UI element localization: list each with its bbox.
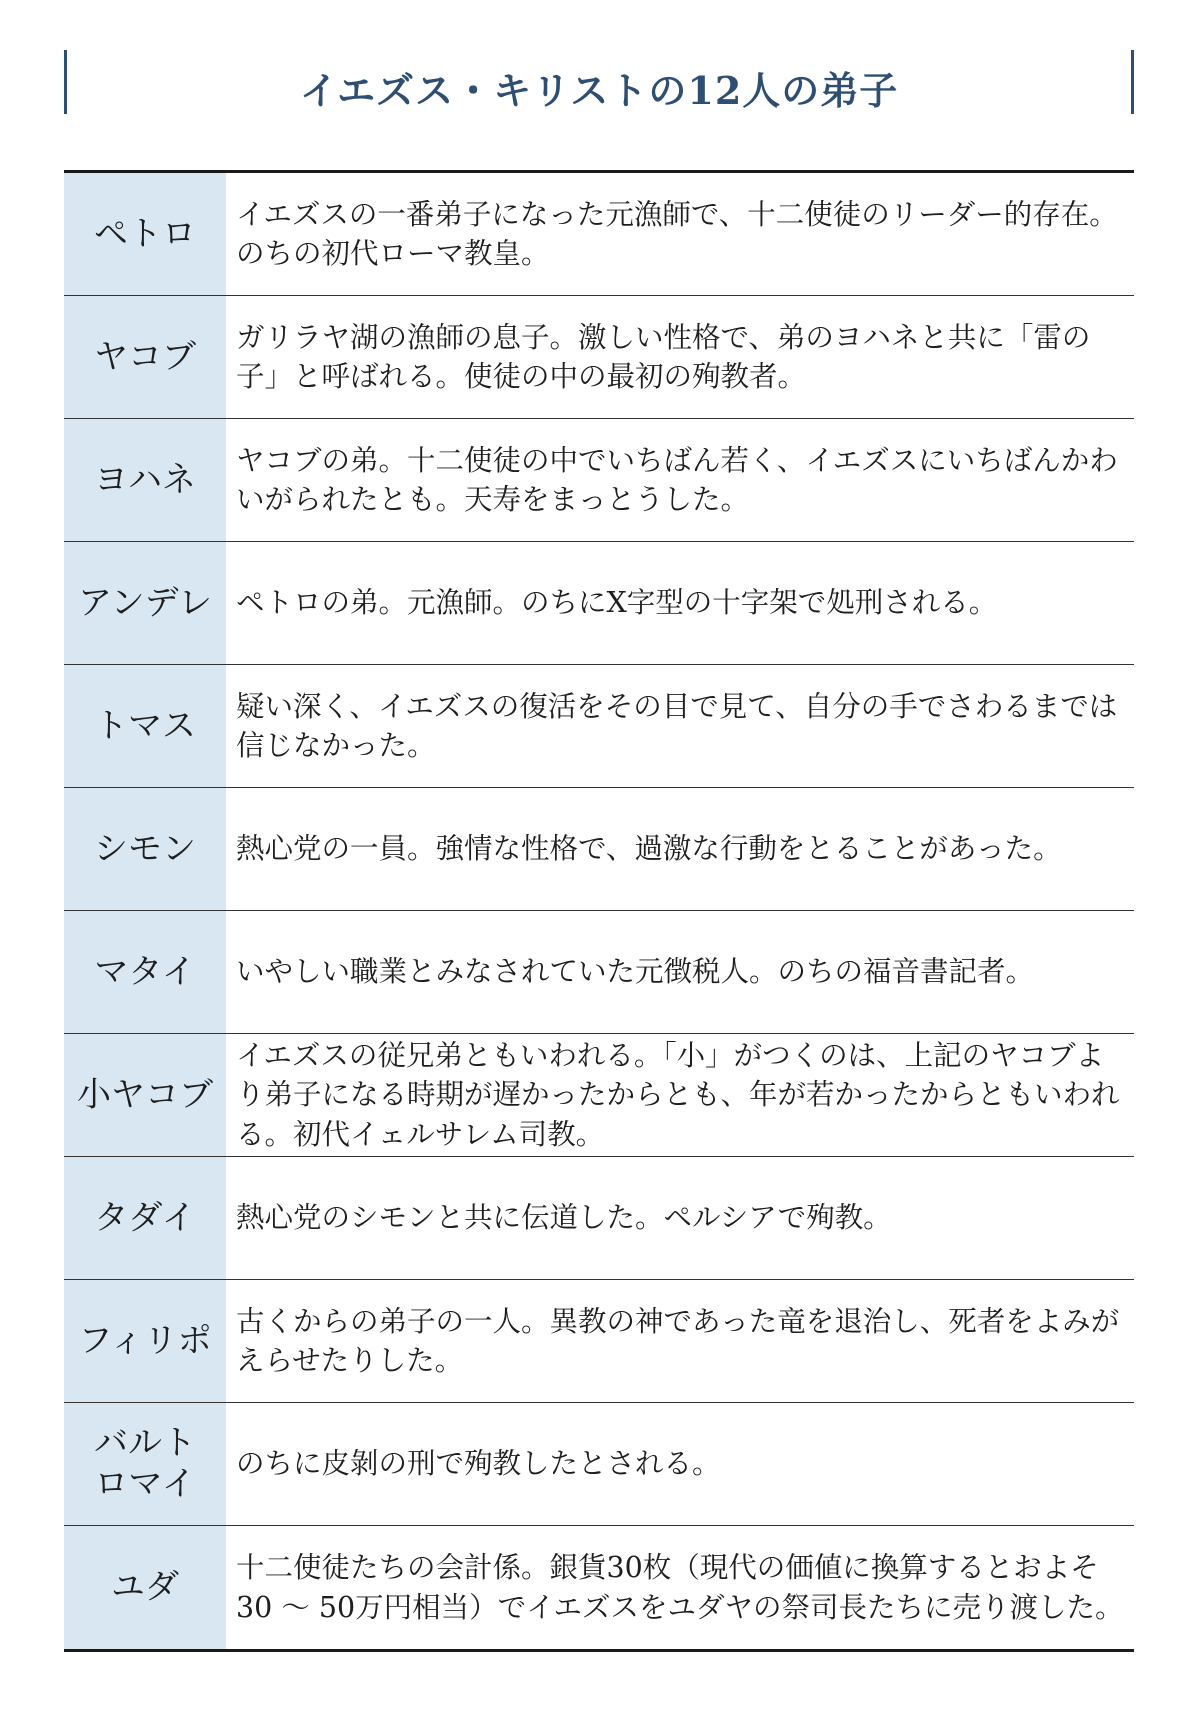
disciple-description: イエズスの一番弟子になった元漁師で、十二使徒のリーダー的存在。のちの初代ローマ教皇。 [236, 197, 1118, 270]
disciple-description: 疑い深く、イエズスの復活をその目で見て、自分の手でさわるまでは信じなかった。 [236, 689, 1118, 762]
disciple-description: ガリラヤ湖の漁師の息子。激しい性格で、弟のヨハネと共に「雷の子」と呼ばれる。使徒の中の最初の殉教者。 [236, 320, 1091, 393]
table-row [64, 1526, 1134, 1649]
table-row [64, 1280, 1134, 1403]
table-row [64, 1403, 1134, 1526]
disciple-name: シモン [64, 788, 226, 910]
table-row [64, 173, 1134, 296]
disciple-description: イエズスの従兄弟ともいわれる。「小」がつくのは、上記のヤコブより弟子になる時期が遅かったからとも、年が若かったからともいわれる。初代イェルサレム司教。 [236, 1039, 1120, 1151]
disciple-description: 古くからの弟子の一人。異教の神であった竜を退治し、死者をよみがえらせたりした。 [236, 1304, 1120, 1377]
disciple-name: タダイ [64, 1157, 226, 1279]
disciple-description: 熱心党の一員。強情な性格で、過激な行動をとることがあった。 [236, 832, 1062, 866]
disciple-description: ペトロの弟。元漁師。のちにX字型の十字架で処刑される。 [236, 586, 998, 620]
disciples-table [64, 170, 1134, 1652]
disciple-name: 小ヤコブ [64, 1034, 226, 1156]
disciple-name: バルト ロマイ [64, 1403, 226, 1525]
page-title: イエズス・キリストの12人の弟子 [299, 68, 899, 113]
table-row [64, 1157, 1134, 1280]
table-row [64, 542, 1134, 665]
disciple-description: 十二使徒たちの会計係。銀貨30枚（現代の価値に換算するとおよそ30 ～ 50万円相当）でイエズスをユダヤの祭司長たちに売り渡した。 [236, 1551, 1124, 1624]
disciple-name: ヨハネ [64, 419, 226, 541]
disciple-description: ヤコブの弟。十二使徒の中でいちばん若く、イエズスにいちばんかわいがられたとも。天寿をまっとうした。 [236, 443, 1118, 516]
disciple-name: ユダ [64, 1526, 226, 1649]
table-row [64, 296, 1134, 419]
table-row [64, 419, 1134, 542]
disciple-description: のちに皮剝の刑で殉教したとされる。 [236, 1447, 721, 1481]
disciple-name: ヤコブ [64, 296, 226, 418]
page-header [64, 50, 1134, 114]
disciple-name: アンデレ [64, 542, 226, 664]
table-row [64, 788, 1134, 911]
disciple-name: マタイ [64, 911, 226, 1033]
disciple-description: 熱心党のシモンと共に伝道した。ペルシアで殉教。 [236, 1201, 892, 1235]
disciple-description: いやしい職業とみなされていた元徴税人。のちの福音書記者。 [236, 955, 1035, 989]
header-right-rule [1131, 50, 1134, 114]
table-row [64, 1034, 1134, 1157]
disciple-name: トマス [64, 665, 226, 787]
disciple-name: ペトロ [64, 173, 226, 295]
table-row [64, 911, 1134, 1034]
table-row [64, 665, 1134, 788]
disciple-name: フィリポ [64, 1280, 226, 1402]
